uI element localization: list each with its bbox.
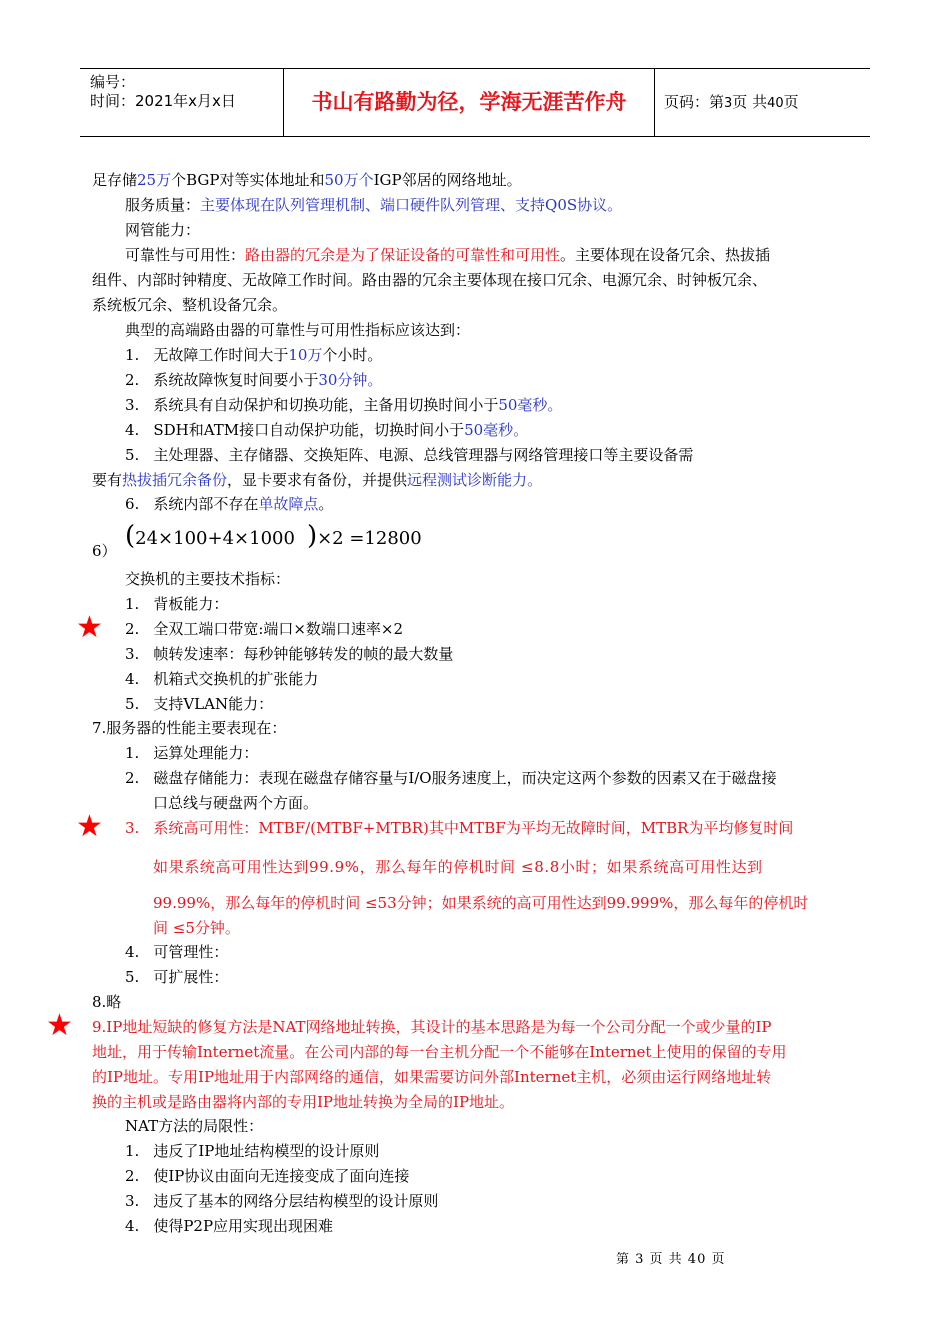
page-footer: 第 3 页 共 40 页 — [616, 1252, 726, 1267]
text-line: 9.IP地址短缺的修复方法是NAT网络地址转换，其设计的基本思路是为每一个公司分配一个或少量的IP — [92, 1018, 772, 1036]
text-line: 要有热拔插冗余备份，显卡要求有备份，并提供远程测试诊断能力。 — [92, 471, 543, 489]
text-line: 典型的高端路由器的可靠性与可用性指标应该达到： — [125, 321, 471, 339]
equation-label: 6） — [92, 542, 117, 560]
list-item: 4. SDH和ATM接口自动保护功能，切换时间小于50毫秒。 — [125, 421, 529, 439]
list-item: 2. 系统故障恢复时间要小于30分钟。 — [125, 371, 383, 389]
text-line: 服务质量：主要体现在队列管理机制、端口硬件队列管理、支持Q0S协议。 — [125, 196, 623, 214]
doc-time: 时间：2021年x月x日 — [90, 92, 236, 110]
list-item: 2. 全双工端口带宽:端口×数端口速率×2 — [125, 620, 404, 638]
text-line: 口总线与硬盘两个方面。 — [153, 794, 319, 812]
text-line: 如果系统高可用性达到99.9%，那么每年的停机时间 ≤8.8小时；如果系统高可用性达到 — [153, 858, 763, 876]
list-item: 5. 支持VLAN能力： — [125, 695, 274, 713]
text-line: 足存储25万个BGP对等实体地址和50万个IGP邻居的网络地址。 — [92, 171, 522, 189]
text-line: 8.略 — [92, 993, 122, 1011]
list-item: 3. 系统高可用性：MTBF/(MTBF+MTBR)其中MTBF为平均无故障时间，MTBR为平均修复时间 — [125, 819, 794, 837]
doc-number-label: 编号： — [90, 73, 136, 91]
red-star-icon: ★ — [76, 610, 103, 645]
list-item: 3. 系统具有自动保护和切换功能，主备用切换时间小于50毫秒。 — [125, 396, 563, 414]
text-line: 99.99%，那么每年的停机时间 ≤53分钟；如果系统的高可用性达到99.999%，那么每年的停机时 — [153, 894, 809, 912]
list-item: 3. 违反了基本的网络分层结构模型的设计原则 — [125, 1192, 439, 1210]
text-line: 可靠性与可用性：路由器的冗余是为了保证设备的可靠性和可用性。主要体现在设备冗余、热拔插 — [125, 246, 771, 264]
text-line: 网管能力： — [125, 221, 201, 239]
header-motto: 书山有路勤为径，学海无涯苦作舟 — [284, 69, 655, 136]
list-item: 1. 运算处理能力： — [125, 744, 259, 762]
section-title: 交换机的主要技术指标： — [125, 570, 291, 588]
list-item: 1. 无故障工作时间大于10万个小时。 — [125, 346, 383, 364]
list-item: 2. 使IP协议由面向无连接变成了面向连接 — [125, 1167, 410, 1185]
list-item: 6. 系统内部不存在单故障点。 — [125, 495, 334, 513]
header-page-number: 页码：第3页 共40页 — [664, 93, 799, 111]
list-item: 3. 帧转发速率：每秒钟能够转发的帧的最大数量 — [125, 645, 454, 663]
text-line: 间 ≤5分钟。 — [153, 919, 240, 937]
equation: (24×100+4×1000 )×2 =12800 — [125, 521, 422, 551]
page-header — [80, 68, 870, 137]
list-item: 5. 可扩展性： — [125, 968, 229, 986]
text-line: 系统板冗余、整机设备冗余。 — [92, 296, 288, 314]
text-line: 组件、内部时钟精度、无故障工作时间。路由器的冗余主要体现在接口冗余、电源冗余、时钟板冗余、 — [92, 271, 768, 289]
section-title: NAT方法的局限性： — [125, 1117, 264, 1135]
list-item: 4. 机箱式交换机的扩张能力 — [125, 670, 319, 688]
list-item: 2. 磁盘存储能力：表现在磁盘存储容量与I/O服务速度上，而决定这两个参数的因素又在于磁盘接 — [125, 769, 777, 787]
list-item: 1. 违反了IP地址结构模型的设计原则 — [125, 1142, 380, 1160]
list-item: 5. 主处理器、主存储器、交换矩阵、电源、总线管理器与网络管理接口等主要设备需 — [125, 446, 694, 464]
list-item: 4. 使得P2P应用实现出现困难 — [125, 1217, 334, 1235]
section-title: 7.服务器的性能主要表现在： — [92, 719, 287, 737]
text-line: 地址，用于传输Internet流量。在公司内部的每一台主机分配一个不能够在Internet上使用的保留的专用 — [92, 1043, 787, 1061]
red-star-icon: ★ — [76, 809, 103, 844]
text-line: 换的主机或是路由器将内部的专用IP地址转换为全局的IP地址。 — [92, 1093, 515, 1111]
red-star-icon: ★ — [46, 1008, 73, 1043]
text-line: 的IP地址。专用IP地址用于内部网络的通信，如果需要访问外部Internet主机，必须由运行网络地址转 — [92, 1068, 772, 1086]
list-item: 4. 可管理性： — [125, 943, 229, 961]
list-item: 1. 背板能力： — [125, 595, 229, 613]
header-info-cell — [80, 69, 284, 136]
